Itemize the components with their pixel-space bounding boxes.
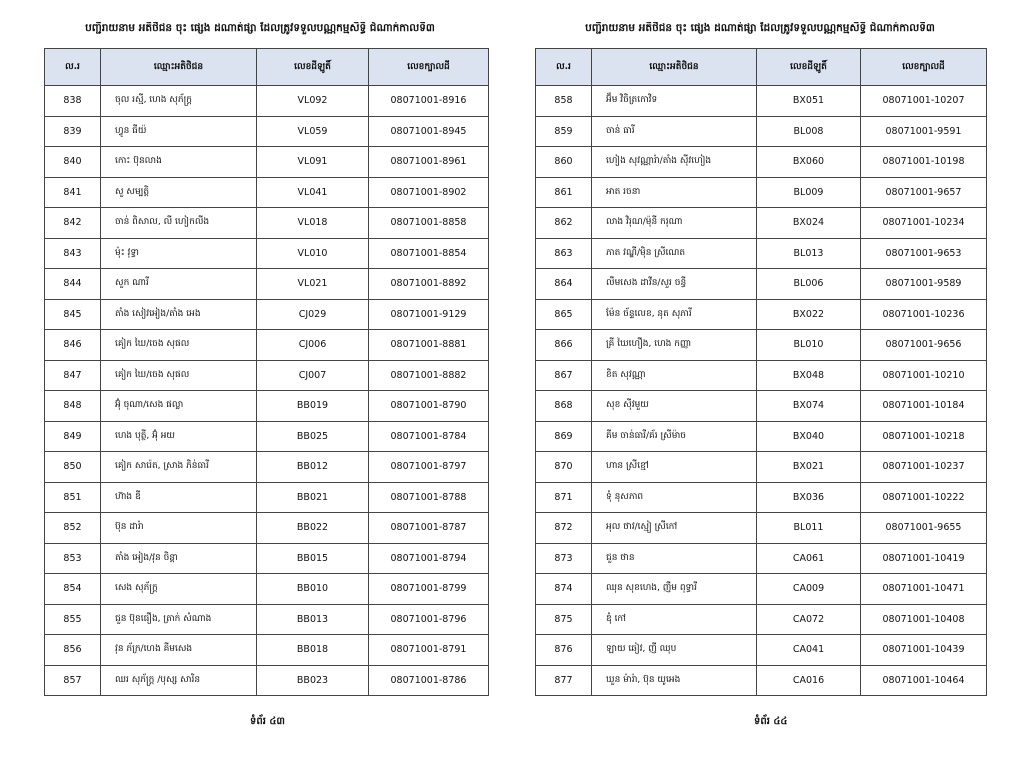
customer-name: ម៉ុះ វុទ្ធា [101,238,257,269]
row-number: 870 [536,452,592,483]
table-header-row [45,49,489,86]
row-number: 872 [536,513,592,544]
customer-name: វុន ភ័ក្រ/ហេង គីមសេង [101,635,257,666]
row-number: 855 [45,604,101,635]
parcel-number: 08071001-10198 [861,147,987,178]
right-table-body [536,86,987,696]
row-number: 844 [45,269,101,300]
parcel-number: 08071001-8797 [369,452,489,483]
customer-name: ខិត សុវណ្ណា [592,360,757,391]
parcel-number: 08071001-8882 [369,360,489,391]
customer-name: ឃួន ម៉ារ៉ា, ប៊ុន យូអេង [592,665,757,696]
row-number: 874 [536,574,592,605]
row-number: 848 [45,391,101,422]
table-row [536,269,987,300]
parcel-number: 08071001-10439 [861,635,987,666]
table-row [536,360,987,391]
row-number: 868 [536,391,592,422]
table-row [536,665,987,696]
left-owners-table [44,48,489,696]
customer-name: ឈរ សុភ័ក្ត្រ /បុស្ស សារិន [101,665,257,696]
row-number: 849 [45,421,101,452]
table-row [45,330,489,361]
parcel-number: 08071001-10222 [861,482,987,513]
lot-number: VL059 [257,116,369,147]
row-number: 869 [536,421,592,452]
table-row [45,574,489,605]
table-row [536,116,987,147]
row-number: 847 [45,360,101,391]
row-number: 841 [45,177,101,208]
lot-number: BB015 [257,543,369,574]
customer-name: អាត រចនា [592,177,757,208]
lot-number: BX022 [757,299,861,330]
row-number: 852 [45,513,101,544]
parcel-number: 08071001-9653 [861,238,987,269]
table-row [536,299,987,330]
lot-number: BL010 [757,330,861,361]
table-row [45,208,489,239]
lot-number: BL013 [757,238,861,269]
table-row [536,513,987,544]
lot-number: CA041 [757,635,861,666]
lot-number: BX048 [757,360,861,391]
table-row [536,391,987,422]
lot-number: VL041 [257,177,369,208]
right-page-title: បញ្ជីរាយនាម អតិថិជន ចុះ ផ្សេង ដណាត់ផ្សា ដែលត្រូវទទួលបណ្ណកម្មសិទ្ធិ ជំណាក់កាលទី៣ [585,22,935,34]
table-row [536,330,987,361]
table-row [45,116,489,147]
parcel-number: 08071001-10236 [861,299,987,330]
row-number: 858 [536,86,592,117]
customer-name: អ៊ឹម វិចិត្រកោវិទ [592,86,757,117]
customer-name: តាំង អៀង/វុន ចិន្តា [101,543,257,574]
customer-name: ម៉ែន ច័ន្ទលេខ, នុត សុភារី [592,299,757,330]
lot-number: BB023 [257,665,369,696]
parcel-number: 08071001-8784 [369,421,489,452]
customer-name: អ៊ុំ ចុណា/សេង ផល្លា [101,391,257,422]
table-row [536,147,987,178]
table-row [45,452,489,483]
parcel-number: 08071001-8788 [369,482,489,513]
parcel-number: 08071001-8892 [369,269,489,300]
header-lot-number: លេខដីឡូតិ៍ [257,49,369,86]
customer-name: ទុំ នុសភាព [592,482,757,513]
parcel-number: 08071001-8881 [369,330,489,361]
customer-name: តាំង សៀវអៀង/តាំង អេង [101,299,257,330]
row-number: 854 [45,574,101,605]
table-header-row [536,49,987,86]
lot-number: BB021 [257,482,369,513]
lot-number: BB022 [257,513,369,544]
customer-name: លឹមសេង ដាវីន/សួរ ចន្ធី [592,269,757,300]
lot-number: VL018 [257,208,369,239]
customer-name: សេង សុភ័ក្ត្រ [101,574,257,605]
table-row [45,238,489,269]
header-lot-number: លេខដីឡូតិ៍ [757,49,861,86]
lot-number: CJ029 [257,299,369,330]
row-number: 853 [45,543,101,574]
lot-number: CA061 [757,543,861,574]
row-number: 864 [536,269,592,300]
lot-number: BX040 [757,421,861,452]
row-number: 875 [536,604,592,635]
table-row [45,147,489,178]
customer-name: សុខ ស៊ីវមួយ [592,391,757,422]
lot-number: CA016 [757,665,861,696]
parcel-number: 08071001-10207 [861,86,987,117]
row-number: 850 [45,452,101,483]
table-row [45,391,489,422]
lot-number: BB019 [257,391,369,422]
table-row [536,177,987,208]
left-page-title: បញ្ជីរាយនាម អតិថិជន ចុះ ផ្សេង ដណាត់ផ្សា ដែលត្រូវទទួលបណ្ណកម្មសិទ្ធិ ជំណាក់កាលទី៣ [85,22,435,34]
lot-number: BX051 [757,86,861,117]
row-number: 865 [536,299,592,330]
customer-name: ហេង បុត្ថី, អ៊ុំ អយ [101,421,257,452]
lot-number: BB010 [257,574,369,605]
customer-name: អុល ថាវ/ស្មៀ ស្រីកៅ [592,513,757,544]
customer-name: ចុល រស្មី, ហេង សុភ័ក្រ្ត [101,86,257,117]
table-row [45,543,489,574]
row-number: 861 [536,177,592,208]
lot-number: BX074 [757,391,861,422]
customer-name: សួ សម្បត្តិ [101,177,257,208]
parcel-number: 08071001-10234 [861,208,987,239]
row-number: 871 [536,482,592,513]
parcel-number: 08071001-10464 [861,665,987,696]
parcel-number: 08071001-8945 [369,116,489,147]
lot-number: BL011 [757,513,861,544]
customer-name: ប៊ុន ដារ៉ា [101,513,257,544]
customer-name: ឈុន សុខហេង, ញឹម ពុទ្ធារី [592,574,757,605]
customer-name: គៀក ឃៃ/ចេង សុផល [101,330,257,361]
header-parcel-number: លេខក្បាលដី [369,49,489,86]
lot-number: BX021 [757,452,861,483]
customer-name: គៀក ឃៃ/ចេង សុផល [101,360,257,391]
left-page-number: ទំព័រ ៤៣ [250,716,285,727]
row-number: 839 [45,116,101,147]
customer-name: ឌុំ កៅ [592,604,757,635]
row-number: 873 [536,543,592,574]
table-row [536,574,987,605]
table-row [536,543,987,574]
table-row [45,421,489,452]
table-row [45,86,489,117]
parcel-number: 08071001-8791 [369,635,489,666]
parcel-number: 08071001-8799 [369,574,489,605]
customer-name: ហៀង សុវណ្ណារ៉ា/តាំង ស៊ីវហៀង [592,147,757,178]
table-row [536,86,987,117]
parcel-number: 08071001-8794 [369,543,489,574]
row-number: 856 [45,635,101,666]
parcel-number: 08071001-10218 [861,421,987,452]
table-row [45,482,489,513]
customer-name: ហាន ស្រីខ្មៅ [592,452,757,483]
row-number: 846 [45,330,101,361]
lot-number: BX024 [757,208,861,239]
parcel-number: 08071001-8787 [369,513,489,544]
customer-name: ជួន ប៊ុនធឿង, ត្រាក់ សំណាង [101,604,257,635]
parcel-number: 08071001-8790 [369,391,489,422]
parcel-number: 08071001-10184 [861,391,987,422]
customer-name: ភាត វណ្ឌី/ម៉ិន ស្រីណេត [592,238,757,269]
customer-name: ហ៊ាង ឌី [101,482,257,513]
table-row [536,452,987,483]
customer-name: ជួន ថាន [592,543,757,574]
row-number: 876 [536,635,592,666]
customer-name: គៀក សារ៉េត, ស្រាង ភិន់ធារី [101,452,257,483]
parcel-number: 08071001-9657 [861,177,987,208]
customer-name: ឡាយ ឆៀវ, ញី ឈុប [592,635,757,666]
table-row [536,604,987,635]
customer-name: ចាន់ ធារី [592,116,757,147]
parcel-number: 08071001-10237 [861,452,987,483]
table-row [45,299,489,330]
parcel-number: 08071001-8916 [369,86,489,117]
header-customer-name: ឈ្មោះអតិថិជន [592,49,757,86]
parcel-number: 08071001-9655 [861,513,987,544]
row-number: 842 [45,208,101,239]
parcel-number: 08071001-10419 [861,543,987,574]
parcel-number: 08071001-8796 [369,604,489,635]
row-number: 838 [45,86,101,117]
table-row [45,604,489,635]
parcel-number: 08071001-8858 [369,208,489,239]
lot-number: CJ007 [257,360,369,391]
row-number: 843 [45,238,101,269]
lot-number: VL092 [257,86,369,117]
parcel-number: 08071001-9589 [861,269,987,300]
row-number: 863 [536,238,592,269]
lot-number: BB012 [257,452,369,483]
table-row [45,635,489,666]
right-page-number: ទំព័រ ៤៤ [754,716,788,727]
row-number: 845 [45,299,101,330]
row-number: 860 [536,147,592,178]
table-row [536,238,987,269]
parcel-number: 08071001-10408 [861,604,987,635]
lot-number: CJ006 [257,330,369,361]
table-row [45,177,489,208]
lot-number: BX060 [757,147,861,178]
table-row [536,482,987,513]
lot-number: BB025 [257,421,369,452]
header-customer-name: ឈ្មោះអតិថិជន [101,49,257,86]
right-page [512,0,1024,759]
parcel-number: 08071001-10471 [861,574,987,605]
left-table-body [45,86,489,696]
row-number: 851 [45,482,101,513]
lot-number: VL010 [257,238,369,269]
parcel-number: 08071001-8902 [369,177,489,208]
parcel-number: 08071001-9129 [369,299,489,330]
row-number: 866 [536,330,592,361]
lot-number: BL009 [757,177,861,208]
parcel-number: 08071001-10210 [861,360,987,391]
lot-number: BB018 [257,635,369,666]
header-number: ល.រ [45,49,101,86]
table-row [45,269,489,300]
parcel-number: 08071001-8854 [369,238,489,269]
table-row [45,513,489,544]
customer-name: កោះ ប៊ុនលាង [101,147,257,178]
lot-number: BB013 [257,604,369,635]
table-row [45,665,489,696]
customer-name: គីម ចាន់ធារី/គ័រ ស្រីម៉ាច [592,421,757,452]
parcel-number: 08071001-8961 [369,147,489,178]
customer-name: គ្រី ឃៃហឿង, ហេង កញ្ញា [592,330,757,361]
parcel-number: 08071001-9656 [861,330,987,361]
lot-number: CA072 [757,604,861,635]
lot-number: VL021 [257,269,369,300]
row-number: 859 [536,116,592,147]
customer-name: ចាន់ ពិសាល, លី ហៀកលីង [101,208,257,239]
row-number: 857 [45,665,101,696]
row-number: 877 [536,665,592,696]
header-number: ល.រ [536,49,592,86]
lot-number: BX036 [757,482,861,513]
customer-name: ហ្វូន ធីយ៉ [101,116,257,147]
table-row [45,360,489,391]
row-number: 867 [536,360,592,391]
table-row [536,208,987,239]
row-number: 862 [536,208,592,239]
table-row [536,421,987,452]
lot-number: CA009 [757,574,861,605]
lot-number: BL008 [757,116,861,147]
row-number: 840 [45,147,101,178]
table-row [536,635,987,666]
parcel-number: 08071001-9591 [861,116,987,147]
customer-name: លាង វិរុណ/ម៉ុនី ករុណា [592,208,757,239]
lot-number: VL091 [257,147,369,178]
lot-number: BL006 [757,269,861,300]
parcel-number: 08071001-8786 [369,665,489,696]
header-parcel-number: លេខក្បាលដី [861,49,987,86]
right-owners-table [535,48,987,696]
customer-name: សួក ណារី [101,269,257,300]
